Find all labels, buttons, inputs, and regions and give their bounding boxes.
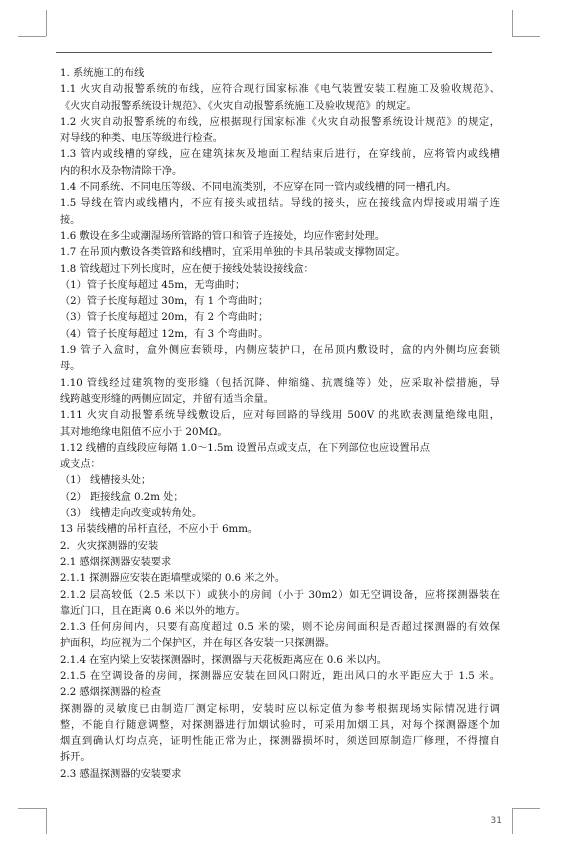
page-number: 31 [490,816,502,826]
text-line: 2.1 感烟探测器安装要求 [60,556,172,568]
text-line: 探测器的灵敏度已由制造厂测定标明，安装时应以标定值为参考根据现场实际情况进行调 [60,703,500,715]
text-line: 1.3 管内或线槽的穿线，应在建筑抹灰及地面工程结束后进行，在穿线前，应将管内或线槽 [60,149,500,161]
text-line: （1） 线槽接头处； [60,475,152,487]
text-line: 1.7 在吊顶内敷设各类管路和线槽时，宜采用单独的卡具吊装或支撑物固定。 [60,247,406,259]
text-line: 线跨越变形缝的两侧应固定，并留有适当余量。 [60,393,274,405]
text-line: 接。 [60,214,81,226]
crop-mark-top-left-horizontal [18,36,46,37]
header-rule [56,52,492,53]
text-line: 13 吊装线槽的吊杆直径，不应小于 6mm。 [60,524,259,536]
text-line: 1.9 管子入盒时，盒外侧应套锁母，内侧应装护口，在吊顶内敷设时，盒的内外侧均应套锁 [60,345,500,357]
text-line: 1.12 线槽的直线段应每隔 1.0～1.5m 设置吊点或支点，在下列部位也应设置吊点 [60,442,430,454]
crop-mark-bottom-right-vertical [512,808,513,834]
text-line: 2.1.4 在室内梁上安装探测器时，探测器与天花板距离应在 0.6 米以内。 [60,654,387,666]
crop-mark-bottom-right-horizontal [512,808,540,809]
text-line: 或支点： [60,459,101,471]
text-line: （3）管子长度每超过 20m，有 2 个弯曲时； [60,312,269,324]
text-line: 《火灾自动报警系统设计规范》、《火灾自动报警系统施工及验收规范》的规定。 [60,100,417,112]
text-line: 其对地绝缘电阻值不应小于 20MΩ。 [60,426,228,438]
text-line: 1.5 导线在管内或线槽内，不应有接头或扭结。导线的接头，应在接线盒内焊接或用端子连 [60,198,500,210]
text-line: （3） 线槽走向改变或转角处。 [60,508,203,520]
text-line: 1.11 火灾自动报警系统导线敷设后，应对每回路的导线用 500V 的兆欧表测量绝缘电阻， [60,410,500,422]
text-line: 拆开。 [60,752,91,764]
text-line: 1.6 敷设在多尘或潮湿场所管路的管口和管子连接处，均应作密封处理。 [60,230,386,242]
crop-mark-top-right-horizontal [512,36,540,37]
text-line: 2.1.1 探测器应安装在距墙壁或梁的 0.6 米之外。 [60,573,286,585]
text-line: 1.10 管线经过建筑物的变形缝（包括沉降、伸缩缝、抗震缝等）处，应采取补偿措施，导 [60,377,500,389]
text-line: 2.3 感温探测器的安装要求 [60,768,182,780]
text-line: 护面积，均应视为二个保护区，并在每区各安装一只探测器。 [60,638,336,650]
crop-mark-bottom-left-vertical [46,808,47,834]
text-line: 靠近门口，且在距离 0.6 米以外的地方。 [60,605,246,617]
text-line: 烟直到确认灯均点亮，证明性能正常为止，探测器损坏时，须送回原制造厂修理，不得擅自 [60,736,500,748]
text-line: 1.4 不同系统、不同电压等级、不同电流类别，不应穿在同一管内或线槽的同一槽孔内。 [60,182,457,194]
crop-mark-top-right-vertical [512,10,513,36]
text-line: 2.1.2 层高较低（2.5 米以下）或狭小的房间（小于 30m2）如无空调设备，应将探测器装在 [60,589,500,601]
text-line: 1. 系统施工的布线 [60,68,145,79]
text-line: 1.2 火灾自动报警系统的布线，应根据现行国家标准《火灾自动报警系统设计规范》的规定， [60,116,500,128]
text-line: 2.2 感烟探测器的检查 [60,687,161,699]
text-line: （1）管子长度每超过 45m，无弯曲时； [60,279,246,291]
crop-mark-top-left-vertical [46,10,47,36]
text-line: 对导线的种类、电压等级进行检查。 [60,133,223,145]
crop-mark-bottom-left-horizontal [18,808,46,809]
text-line: （2） 距接线盒 0.2m 处； [60,491,184,503]
text-line: 2.1.3 任何房间内，只要有高度超过 0.5 米的梁，则不论房间面积是否超过探测器的有效保 [60,622,500,634]
text-line: （2）管子长度每超过 30m，有 1 个弯曲时； [60,296,269,308]
text-line: 1.1 火灾自动报警系统的布线，应符合现行国家标准《电气装置安装工程施工及验收规范》、 [60,84,500,96]
text-line: 母。 [60,361,81,373]
text-line: （4）管子长度每超过 12m，有 3 个弯曲时。 [60,328,269,340]
text-line: 2．火灾探测器的安装 [60,540,159,552]
text-line: 内的积水及杂物清除干净。 [60,165,183,177]
text-line: 2.1.5 在空调设备的房间，探测器应安装在回风口附近，距出风口的水平距应大于 1.5 米。 [60,670,500,682]
document-body [60,66,500,783]
text-line: 1.8 管线超过下列长度时，应在便于接线处装设接线盒： [60,263,314,275]
text-line: 整，不能自行随意调整，对探测器进行加烟试验时，可采用加烟工具，对每个探测器逐个加 [60,719,500,731]
